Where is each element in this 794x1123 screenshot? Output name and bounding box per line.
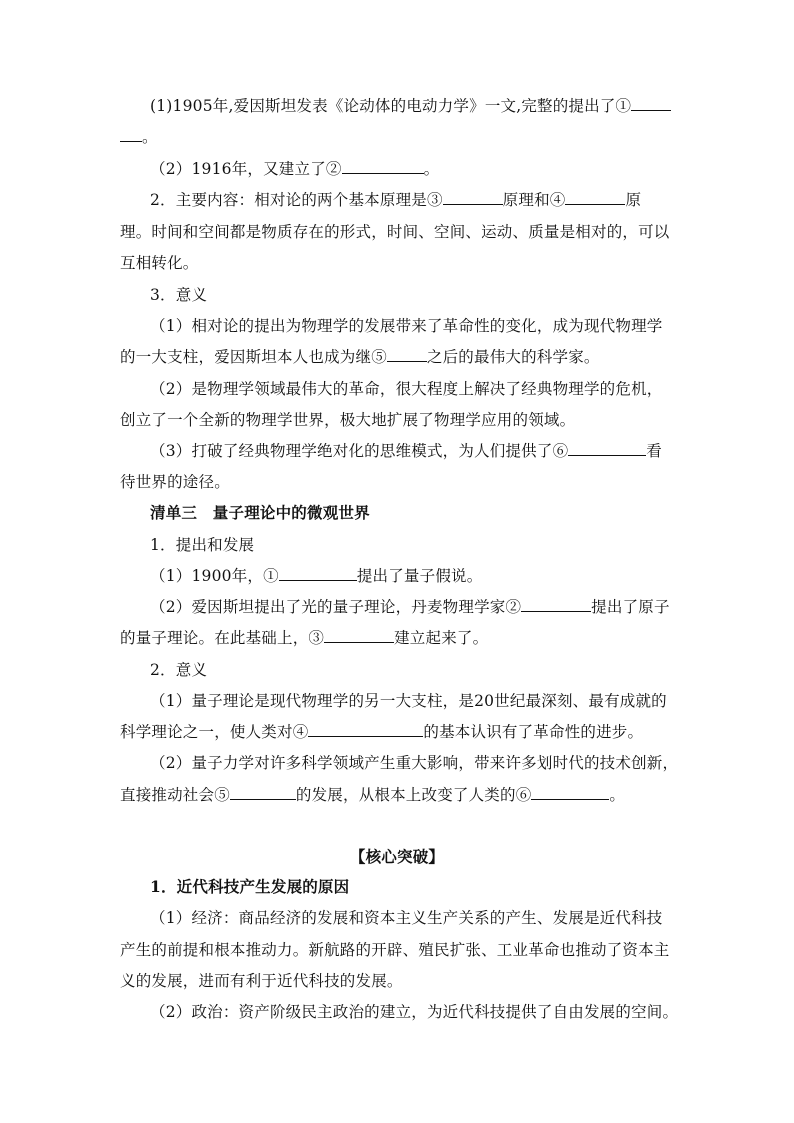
text-line: 理。时间和空间都是物质存在的形式，时间、空间、运动、质量是相对的，可以 xyxy=(120,223,670,241)
fill-blank xyxy=(631,96,671,111)
fill-blank xyxy=(568,441,646,456)
fill-blank xyxy=(308,722,423,737)
text-line: （1）1900年，① 提出了量子假说。 xyxy=(150,567,483,585)
fill-blank xyxy=(443,190,503,205)
text-line: （1）量子理论是现代物理学的另一大支柱，是20世纪最深刻、最有成就的 xyxy=(150,692,667,710)
text-line: 的量子理论。在此基础上，③ 建立起来了。 xyxy=(120,629,489,647)
fill-blank xyxy=(565,190,625,205)
fill-blank xyxy=(279,566,357,581)
text-line: 待世界的途径。 xyxy=(120,473,230,491)
text-line: （1）相对论的提出为物理学的发展带来了革命性的变化，成为现代物理学 xyxy=(150,317,663,335)
text-line: （2）1916年，又建立了② 。 xyxy=(150,160,440,178)
text-line: （2）量子力学对许多科学领域产生重大影响，带来许多划时代的技术创新， xyxy=(150,754,679,772)
text-line: 的一大支柱，爱因斯坦本人也成为继⑤ 之后的最伟大的科学家。 xyxy=(120,348,600,366)
fill-blank xyxy=(230,785,296,800)
fill-blank xyxy=(531,785,609,800)
fill-blank xyxy=(521,597,591,612)
text-line: 产生的前提和根本推动力。新航路的开辟、殖民扩张、工业革命也推动了资本主 xyxy=(120,941,670,959)
text-line: （1）经济：商品经济的发展和资本主义生产关系的产生、发展是近代科技 xyxy=(150,909,663,927)
fill-blank xyxy=(120,127,142,142)
text-line: 互相转化。 xyxy=(120,254,199,272)
section-title: 【核心突破】 xyxy=(349,847,445,866)
text-line: 直接推动社会⑤ 的发展，从根本上改变了人类的⑥ 。 xyxy=(120,786,626,804)
text-line: 2．意义 xyxy=(150,661,208,679)
text-line: 2．主要内容：相对论的两个基本原理是③ 原理和④ 原 xyxy=(150,191,642,209)
text-line: 义的发展，进而有利于近代科技的发展。 xyxy=(120,972,403,990)
text-line: (1)1905年,爱因斯坦发表《论动体的电动力学》一文,完整的提出了① xyxy=(150,96,680,116)
fill-blank xyxy=(324,628,394,643)
text-line: （2）爱因斯坦提出了光的量子理论，丹麦物理学家② 提出了原子 xyxy=(150,598,670,616)
section-heading: 1．近代科技产生发展的原因 xyxy=(150,877,350,896)
fill-blank xyxy=(387,347,427,362)
text-line: 科学理论之一，使人类对④ 的基本认识有了革命性的进步。 xyxy=(120,723,644,741)
text-line: （3）打破了经典物理学绝对化的思维模式，为人们提供了⑥ 看 xyxy=(150,442,662,460)
text-line: 创立了一个全新的物理学世界，极大地扩展了物理学应用的领域。 xyxy=(120,411,576,429)
section-heading: 清单三 量子理论中的微观世界 xyxy=(150,503,370,522)
text-line: 。 xyxy=(120,127,680,147)
fill-blank xyxy=(342,159,424,174)
text-line: 1．提出和发展 xyxy=(150,536,255,554)
text-line: （2）是物理学领域最伟大的革命，很大程度上解决了经典物理学的危机， xyxy=(150,380,663,398)
text-line: （2）政治：资产阶级民主政治的建立，为近代科技提供了自由发展的空间。 xyxy=(150,1003,679,1021)
text-line: 3．意义 xyxy=(150,286,208,304)
